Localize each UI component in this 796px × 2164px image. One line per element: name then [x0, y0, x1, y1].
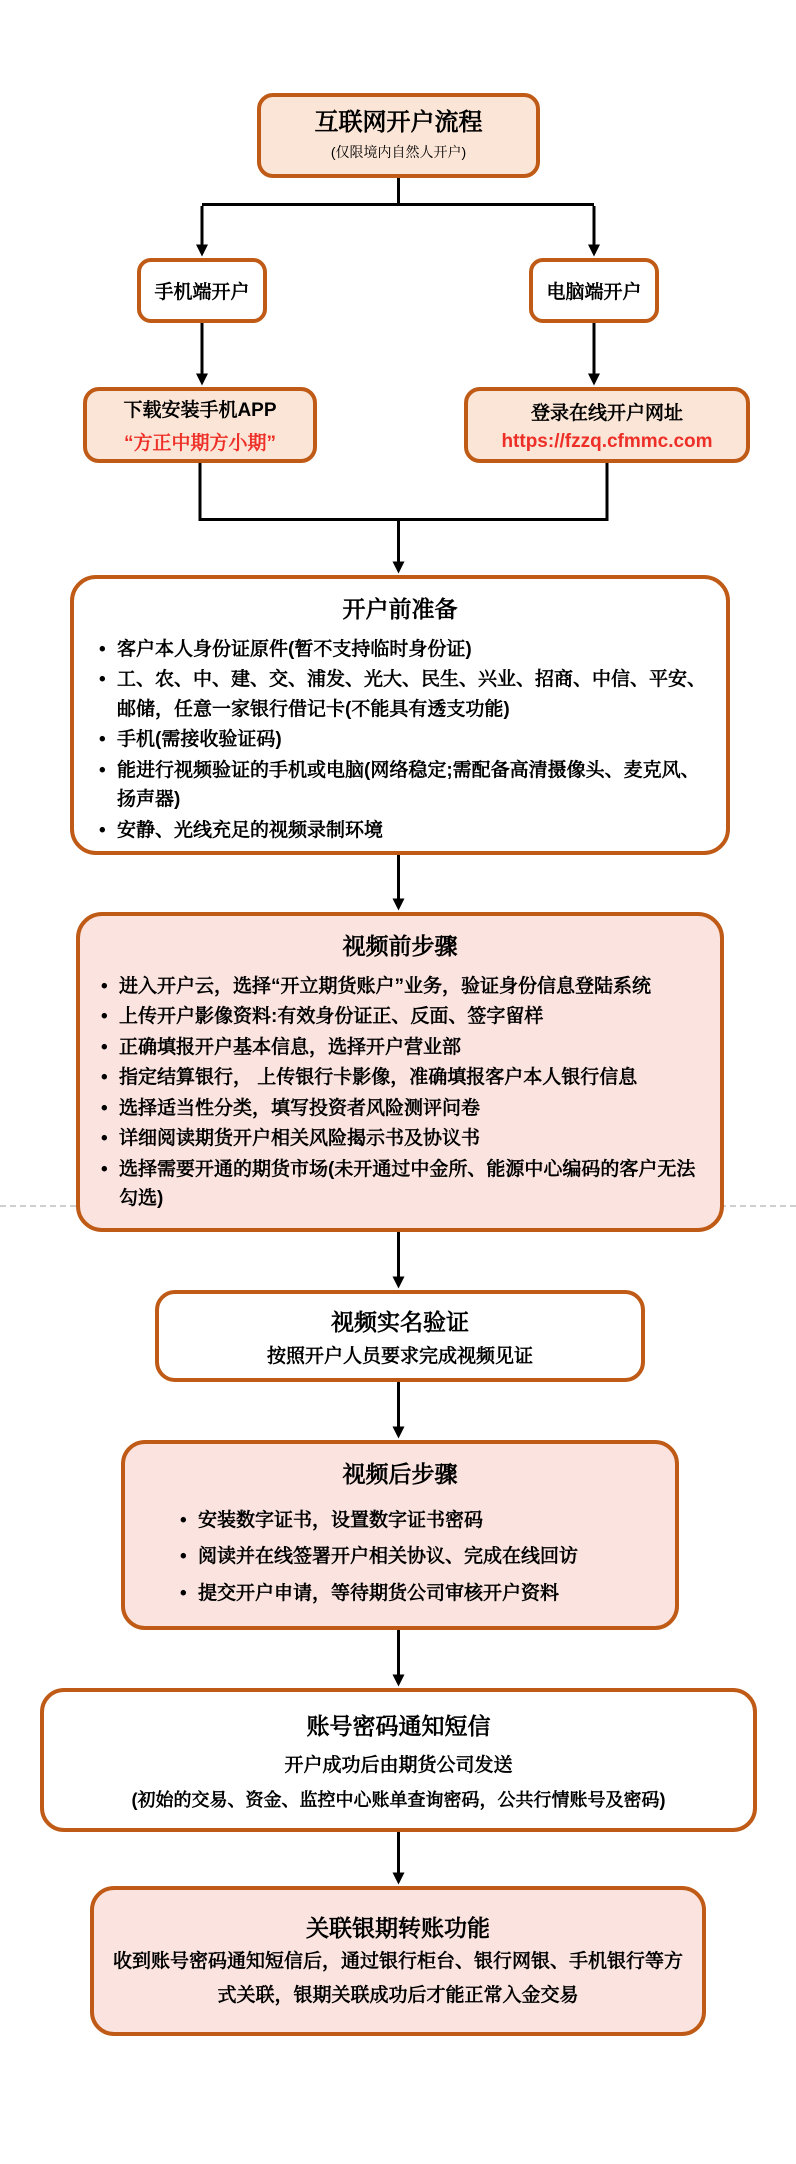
mobile-app-name: “方正中期方小期” [123, 433, 276, 454]
node-prep [70, 575, 730, 855]
pre-video-bullet-list [80, 971, 720, 1215]
sms-line1: 开户成功后由期货公司发送 [284, 1755, 513, 1776]
node-mobile-action [83, 387, 317, 463]
node-start [257, 93, 540, 178]
list-item: • 能进行视频验证的手机或电脑(网络稳定;需配备高清摄像头、麦克风、扬声器) [90, 756, 712, 815]
sms-line2: (初始的交易、资金、监控中心账单查询密码，公共行情账号及密码) [131, 1790, 666, 1810]
node-pre-video [76, 912, 724, 1232]
pre-video-title: 视频前步骤 [342, 933, 458, 959]
list-item: • 进入开户云，选择“开立期货账户”业务，验证身份信息登陆系统 [92, 972, 706, 1001]
list-item: • 安装数字证书，设置数字证书密码 [171, 1506, 655, 1535]
flow-title: 互联网开户流程 [314, 109, 483, 137]
list-item: • 安静、光线充足的视频录制环境 [90, 816, 712, 845]
pc-branch-label: 电脑端开户 [546, 282, 642, 303]
list-item: • 客户本人身份证原件(暂不支持临时身份证) [90, 635, 712, 664]
video-verify-subtitle: 按照开户人员要求完成视频见证 [266, 1346, 533, 1367]
bank-link-title: 关联银期转账功能 [306, 1915, 490, 1942]
sms-title: 账号密码通知短信 [306, 1713, 491, 1739]
list-item: • 手机(需接收验证码) [90, 725, 712, 754]
mobile-action-title: 下载安装手机APP [123, 400, 277, 421]
node-bank-link [90, 1886, 706, 2036]
node-video-verify [155, 1290, 645, 1382]
list-item: • 正确填报开户基本信息，选择开户营业部 [92, 1033, 706, 1062]
list-item: • 选择需要开通的期货市场(未开通过中金所、能源中心编码的客户无法勾选) [92, 1155, 706, 1214]
account-opening-url-link[interactable]: https://fzzq.cfmmc.com [501, 430, 713, 452]
video-verify-title: 视频实名验证 [331, 1309, 469, 1335]
list-item: • 工、农、中、建、交、浦发、光大、民生、兴业、招商、中信、平安、邮储，任意一家银行借记卡(不能具有透支功能) [90, 665, 712, 724]
pc-action-title: 登录在线开户网址 [530, 402, 683, 424]
node-mobile-branch [137, 258, 267, 323]
post-video-title: 视频后步骤 [342, 1461, 458, 1487]
list-item: • 选择适当性分类，填写投资者风险测评问卷 [92, 1094, 706, 1123]
prep-title: 开户前准备 [342, 596, 458, 622]
flow-subtitle: (仅限境内自然人开户) [330, 143, 467, 160]
list-item: • 上传开户影像资料:有效身份证正、反面、签字留样 [92, 1002, 706, 1031]
node-pc-branch [529, 258, 659, 323]
node-pc-action [464, 387, 750, 463]
mobile-branch-label: 手机端开户 [154, 282, 250, 303]
list-item: • 提交开户申请，等待期货公司审核开户资料 [171, 1579, 655, 1608]
node-sms [40, 1688, 757, 1832]
list-item: • 指定结算银行， 上传银行卡影像，准确填报客户本人银行信息 [92, 1063, 706, 1092]
post-video-bullet-list [125, 1499, 675, 1615]
node-post-video [121, 1440, 679, 1630]
prep-bullet-list [74, 634, 726, 846]
list-item: • 阅读并在线签署开户相关协议、完成在线回访 [171, 1542, 655, 1571]
bank-link-body: 收到账号密码通知短信后，通过银行柜台、银行网银、手机银行等方式关联，银期关联成功后才能正常入金交易 [112, 1951, 683, 2006]
list-item: • 详细阅读期货开户相关风险揭示书及协议书 [92, 1124, 706, 1153]
